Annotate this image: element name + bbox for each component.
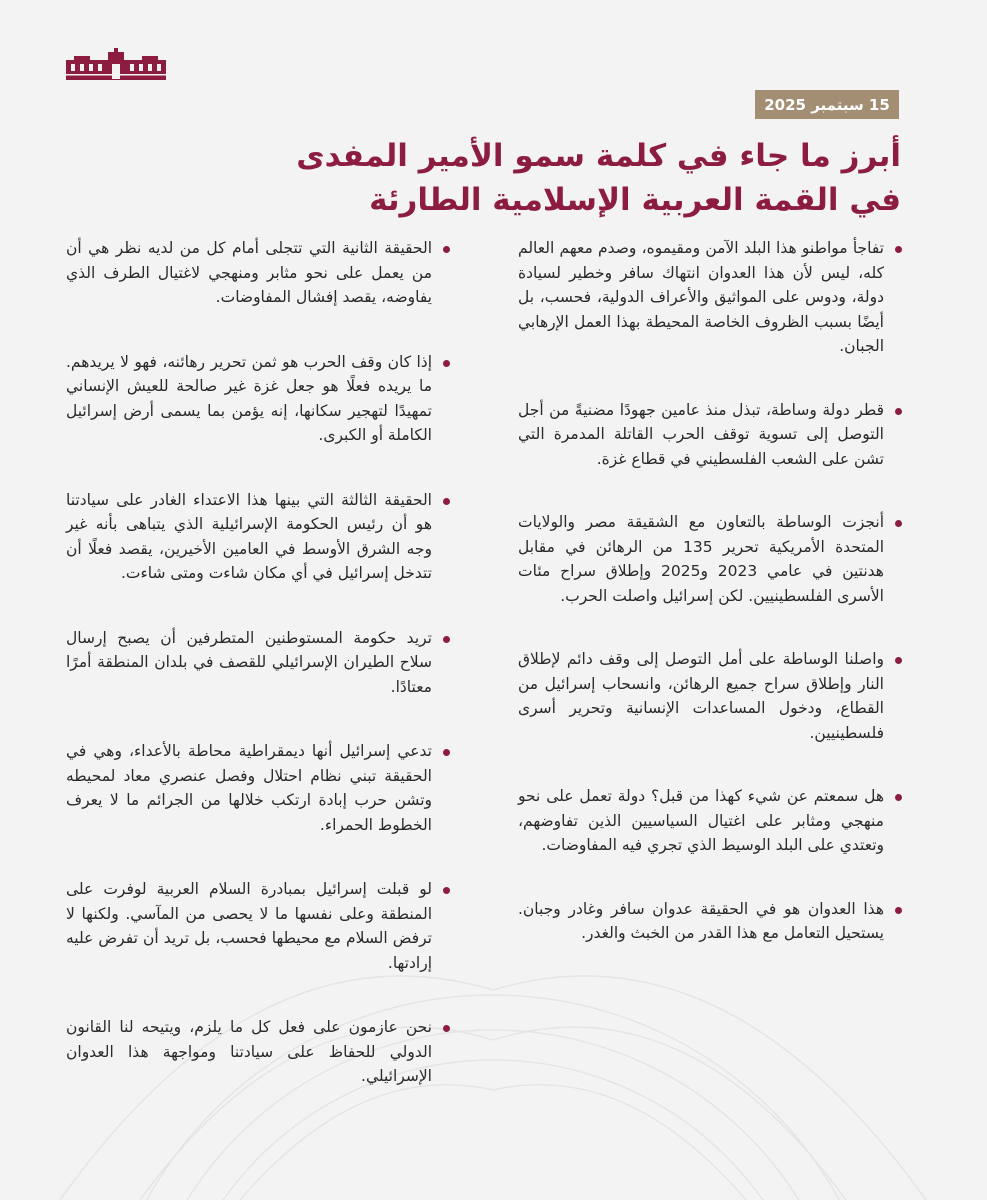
bullet-text: الحقيقة الثالثة التي بينها هذا الاعتداء الغادر على سيادتنا هو أن رئيس الحكومة الإسرائيلية الذي يتباهى بأنه غير وجه الشرق الأوسط في العامين الأخيرين، يقصد فعلًا أن تتدخل إسرائيل في أي مكان شاءت ومتى شاءت.: [66, 490, 432, 582]
right-column: [518, 236, 900, 985]
bullet-text: تريد حكومة المستوطنين المتطرفين أن يصبح إرسال سلاح الطيران الإسرائيلي للقصف في بلدان المنطقة أمرًا معتادًا.: [66, 628, 432, 696]
bullet-item: [518, 897, 900, 946]
bullet-item: [66, 350, 448, 448]
title-line-2: في القمة العربية الإسلامية الطارئة: [369, 182, 901, 218]
bullet-icon: [443, 887, 450, 894]
bullet-item: [518, 236, 900, 359]
bullet-item: [66, 236, 448, 310]
bullet-text: هل سمعتم عن شيء كهذا من قبل؟ دولة تعمل على نحو منهجي ومثابر على اغتيال السياسيين الذين تفاوضهم، وتعتدي على البلد الوسيط الذي تجري فيه المفاوضات.: [518, 787, 884, 854]
bullet-text: هذا العدوان هو في الحقيقة عدوان سافر وغادر وجبان. يستحيل التعامل مع هذا القدر من الخبث والغدر.: [518, 899, 884, 942]
bullet-text: تدعي إسرائيل أنها ديمقراطية محاطة بالأعداء، وهي في الحقيقة تبني نظام احتلال وفصل عنصري معاد لمحيطه وتشن حرب إبادة ارتكب خلالها من الجرائم ما لا يعرف الخطوط الحمراء.: [66, 742, 432, 834]
bullet-text: الحقيقة الثانية التي تتجلى أمام كل من لديه نظر هي أن من يعمل على نحو مثابر ومنهجي لاغتيال الطرف الذي يفاوضه، يقصد إفشال المفاوضات.: [66, 239, 432, 306]
bullet-item: [66, 739, 448, 837]
emblem-icon: [64, 48, 168, 82]
bullet-text: أنجزت الوساطة بالتعاون مع الشقيقة مصر والولايات المتحدة الأمريكية تحرير 135 من الرهائن في مقابل هدنتين في عامي 2023 و2025 وإطلاق سراح مئات الأسرى الفلسطينيين. لكن إسرائيل واصلت الحرب.: [518, 513, 884, 605]
bullet-text: واصلنا الوساطة على أمل التوصل إلى وقف دائم لإطلاق النار وإطلاق سراح جميع الرهائن، وانسحاب إسرائيل من القطاع، ودخول المساعدات الإنسانية وتحرير أسرى فلسطينيين.: [518, 650, 884, 742]
title-line-1: أبرز ما جاء في كلمة سمو الأمير المفدى: [296, 138, 901, 174]
bullet-item: [66, 626, 448, 700]
bullet-icon: [895, 657, 902, 664]
bullet-icon: [443, 360, 450, 367]
bullet-item: [518, 510, 900, 608]
bullet-icon: [895, 907, 902, 914]
bullet-text: نحن عازمون على فعل كل ما يلزم، ويتيحه لنا القانون الدولي للحفاظ على سيادتنا ومواجهة هذا العدوان الإسرائيلي.: [66, 1018, 432, 1085]
bullet-text: تفاجأ مواطنو هذا البلد الآمن ومقيموه، وصدم معهم العالم كله، ليس لأن هذا العدوان انتهاك سافر وخطير لسيادة دولة، ودوس على المواثيق والأعراف الدولية، فحسب، بل أيضًا بسبب الظروف الخاصة المحيطة بهذا العمل الإرهابي الجبان.: [518, 239, 884, 355]
bullet-item: [518, 784, 900, 858]
bullet-item: [518, 398, 900, 472]
bullet-icon: [895, 794, 902, 801]
page-title: [181, 134, 901, 222]
date-badge: 15 سبتمبر 2025: [755, 90, 899, 119]
bullet-text: قطر دولة وساطة، تبذل منذ عامين جهودًا مضنيةً من أجل التوصل إلى تسوية توقف الحرب القاتلة المدمرة التي تشن على الشعب الفلسطيني في قطاع غزة.: [518, 400, 884, 468]
left-column: [66, 236, 448, 1129]
bullet-icon: [443, 498, 450, 505]
bullet-item: [66, 877, 448, 975]
bullet-text: إذا كان وقف الحرب هو ثمن تحرير رهائنه، فهو لا يريدهم. ما يريده فعلًا هو جعل غزة غير صالحة للعيش الإنساني تمهيدًا لتهجير سكانها، إنه يؤمن بما يسمى أرض إسرائيل الكاملة أو الكبرى.: [66, 352, 432, 444]
bullet-icon: [895, 408, 902, 415]
bullet-icon: [443, 749, 450, 756]
bullet-item: [66, 1015, 448, 1089]
bullet-icon: [895, 246, 902, 253]
bullet-icon: [443, 636, 450, 643]
bullet-item: [518, 647, 900, 745]
bullet-text: لو قبلت إسرائيل بمبادرة السلام العربية لوفرت على المنطقة وعلى نفسها ما لا يحصى من المآسي. ولكنها لا ترفض السلام مع محيطها فحسب، بل تريد أن تفرض عليه إرادتها.: [66, 880, 432, 972]
bullet-icon: [443, 1025, 450, 1032]
bullet-icon: [443, 246, 450, 253]
bullet-item: [66, 488, 448, 586]
bullet-icon: [895, 520, 902, 527]
